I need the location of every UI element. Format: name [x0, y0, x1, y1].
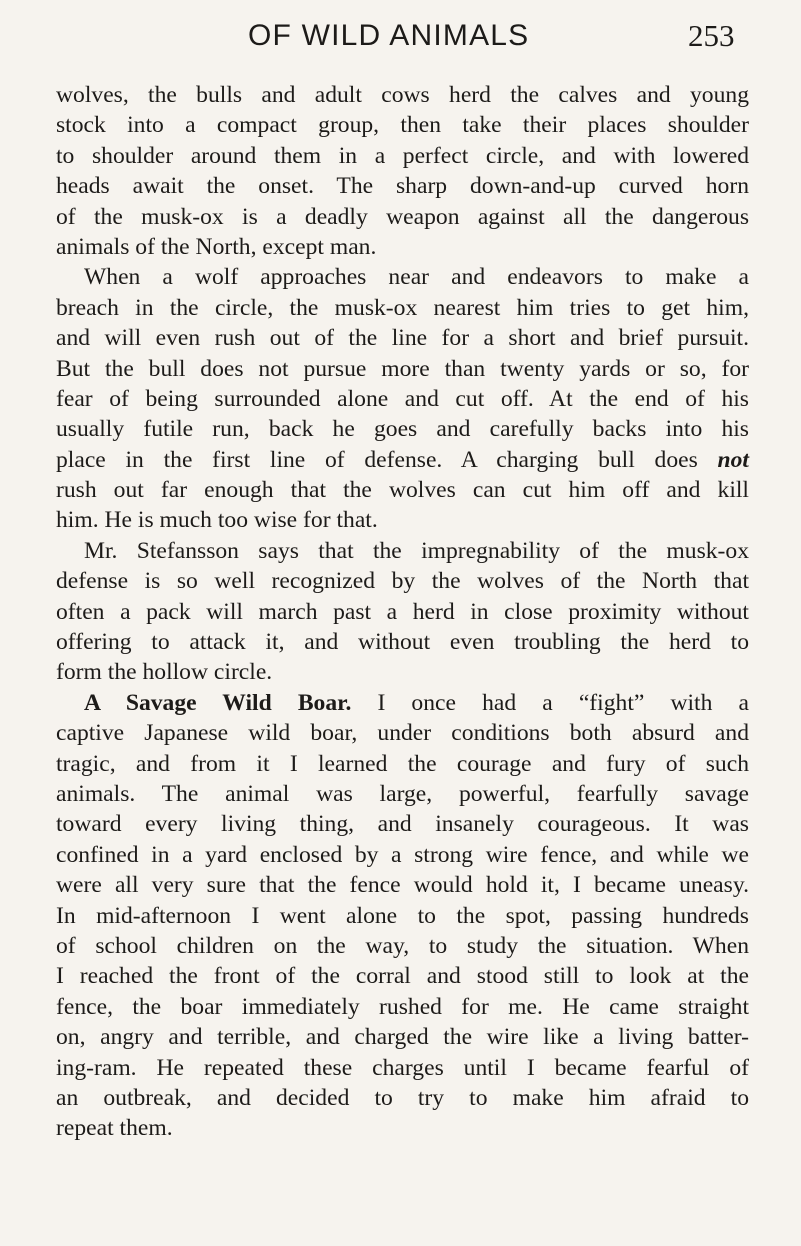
text-line: defense is so well recognized by the wolves of the North that: [56, 568, 749, 595]
text-line: him. He is much too wise for that.: [56, 507, 378, 534]
text-line: form the hollow circle.: [56, 659, 273, 686]
text-line: breach in the circle, the musk-ox nearest him tries to get him,: [56, 294, 749, 321]
text-line: of the musk-ox is a deadly weapon against all the dangerous: [56, 203, 749, 230]
text-line: usually futile run, back he goes and carefully backs into his: [56, 416, 749, 443]
text-line: fence, the boar immediately rushed for me. He came straight: [56, 993, 749, 1020]
section-heading: A Savage Wild Boar.: [84, 689, 352, 716]
text-line-with-emphasis: [56, 445, 749, 475]
text-line: animals of the North, except man.: [56, 233, 377, 260]
text-line: confined in a yard enclosed by a strong wire fence, and while we: [56, 841, 749, 868]
text-line: of school children on the way, to study the situation. When: [56, 932, 749, 959]
text-line: were all very sure that the fence would hold it, I became uneasy.: [56, 872, 749, 899]
section-heading-line: [56, 688, 749, 718]
text-line: wolves, the bulls and adult cows herd the calves and young: [56, 82, 749, 108]
text-line: I reached the front of the corral and stood still to look at the: [56, 963, 749, 990]
text-line: rush out far enough that the wolves can cut him off and kill: [56, 477, 749, 504]
text-line: on, angry and terrible, and charged the wire like a living batter-: [56, 1024, 749, 1051]
text-line: offering to attack it, and without even troubling the herd to: [56, 629, 749, 656]
text-segment: I once had a “fight” with a: [377, 689, 749, 716]
emphasis-word: not: [717, 446, 749, 473]
body-text: [56, 80, 749, 1144]
text-line: In mid-afternoon I went alone to the spot, passing hundreds: [56, 902, 749, 929]
text-line: stock into a compact group, then take their places shoulder: [56, 112, 749, 139]
page-header: [0, 10, 801, 60]
text-line: an outbreak, and decided to try to make him afraid to: [56, 1084, 749, 1111]
text-line: ing-ram. He repeated these charges until I became fearful of: [56, 1054, 749, 1081]
text-line: But the bull does not pursue more than twenty yards or so, for: [56, 355, 749, 382]
text-line: toward every living thing, and insanely courageous. It was: [56, 811, 749, 838]
page-number: 253: [688, 18, 735, 53]
text-segment: place in the first line of defense. A charging bull does: [56, 446, 698, 473]
text-line: heads await the onset. The sharp down-and-up curved horn: [56, 173, 749, 200]
text-line: and will even rush out of the line for a short and brief pursuit.: [56, 325, 749, 352]
text-line: When a wolf approaches near and endeavors to make a: [84, 264, 749, 291]
running-head: OF WILD ANIMALS: [248, 19, 530, 52]
text-line: fear of being surrounded alone and cut off. At the end of his: [56, 385, 749, 412]
text-line: repeat them.: [56, 1115, 173, 1142]
text-line: animals. The animal was large, powerful, fearfully savage: [56, 780, 749, 807]
text-line: Mr. Stefansson says that the impregnability of the musk-ox: [84, 537, 749, 564]
text-line: captive Japanese wild boar, under conditions both absurd and: [56, 720, 749, 747]
text-line: often a pack will march past a herd in close proximity without: [56, 598, 749, 625]
text-line: tragic, and from it I learned the courage and fury of such: [56, 750, 749, 777]
text-line: to shoulder around them in a perfect circle, and with lowered: [56, 142, 749, 169]
